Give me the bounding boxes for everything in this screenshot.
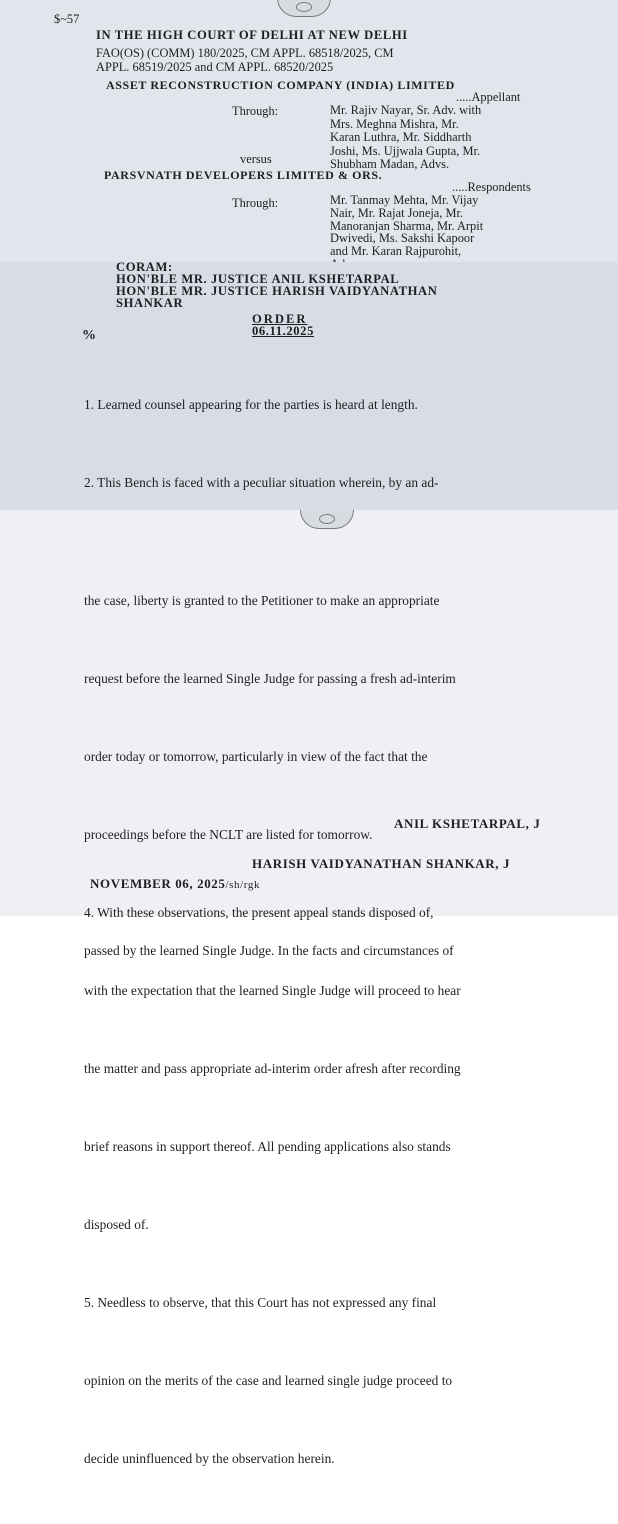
order-paragraphs-part1: 1. Learned counsel appearing for the parties is heard at length. 2. This Bench is faced with a peculiar situation wherein, by an ad- passed by the learned Single Judge. In the facts and circumstances of [84,397,454,958]
judge-1-name: HON'BLE MR. JUSTICE ANIL KSHETARPAL [116,272,400,286]
judge-2-name: HON'BLE MR. JUSTICE HARISH VAIDYANATHAN [116,284,438,298]
respondent-role: .....Respondents [452,180,531,194]
court-name: IN THE HIGH COURT OF DELHI AT NEW DELHI [96,28,408,42]
final-date: NOVEMBER 06, 2025/sh/rgk [90,876,261,891]
respondent-counsel: Mr. Tanmay Mehta, Mr. Vijay Nair, Mr. Rajat Joneja, Mr. Manoranjan Sharma, Mr. Arpit Dwivedi, Ms. Sakshi Kapoor and Mr. Karan Rajpurohit, [330,193,484,259]
order-continuation-section [0,510,618,1466]
document-code: $~57 [54,12,80,26]
court-emblem-icon [277,0,331,17]
page-header-section [0,0,618,262]
coram-label: CORAM: [116,260,173,274]
signature-judge-2: HARISH VAIDYANATHAN SHANKAR, J [252,856,511,871]
respondent-name: PARSVNATH DEVELOPERS LIMITED & ORS. [104,168,383,182]
appellant-counsel: Mr. Rajiv Nayar, Sr. Adv. with Mrs. Meghna Mishra, Mr. Karan Luthra, Mr. Siddharth Joshi, Ms. Ujjwala Gupta, Mr. Shubham Madan, Advs. [330,103,482,171]
court-emblem-icon-2 [300,510,354,529]
staff-initials: /sh/rgk [225,879,261,891]
signature-judge-1: ANIL KSHETARPAL, J [394,816,541,831]
order-paragraphs-part2: the case, liberty is granted to the Petitioner to make an appropriate request before the learned Single Judge for passing a fresh ad-interim order today or tomorrow, particularly in view of the fact that the proceedings before the NCLT are listed for tomorrow. 4. With these observations, the present appeal stands disposed of, with the expectation that the learned Single Judge will proceed to hear the matter and pass appropriate ad-interim order afresh after recording brief reasons in support thereof. All pending applications also stands disposed of. 5. Needless to observe, that this Court has not expressed any final opinion on the merits of the case and learned single judge proceed to decide uninfluenced by the observation herein. [84,593,461,1466]
percent-mark: % [82,328,97,343]
appellant-role: .....Appellant [456,90,521,104]
judge-2-name-cont: SHANKAR [116,296,184,310]
appellant-through: Through: [232,104,279,118]
order-title: ORDER [252,312,308,326]
versus-label: versus [240,152,272,166]
order-date: 06.11.2025 [252,324,314,338]
respondent-through: Through: [232,196,279,210]
case-number: FAO(OS) (COMM) 180/2025, CM APPL. 68518/2025, CM APPL. 68519/2025 and CM APPL. 68520/2025 [96,46,394,74]
appellant-name: ASSET RECONSTRUCTION COMPANY (INDIA) LIMITED [106,78,455,92]
